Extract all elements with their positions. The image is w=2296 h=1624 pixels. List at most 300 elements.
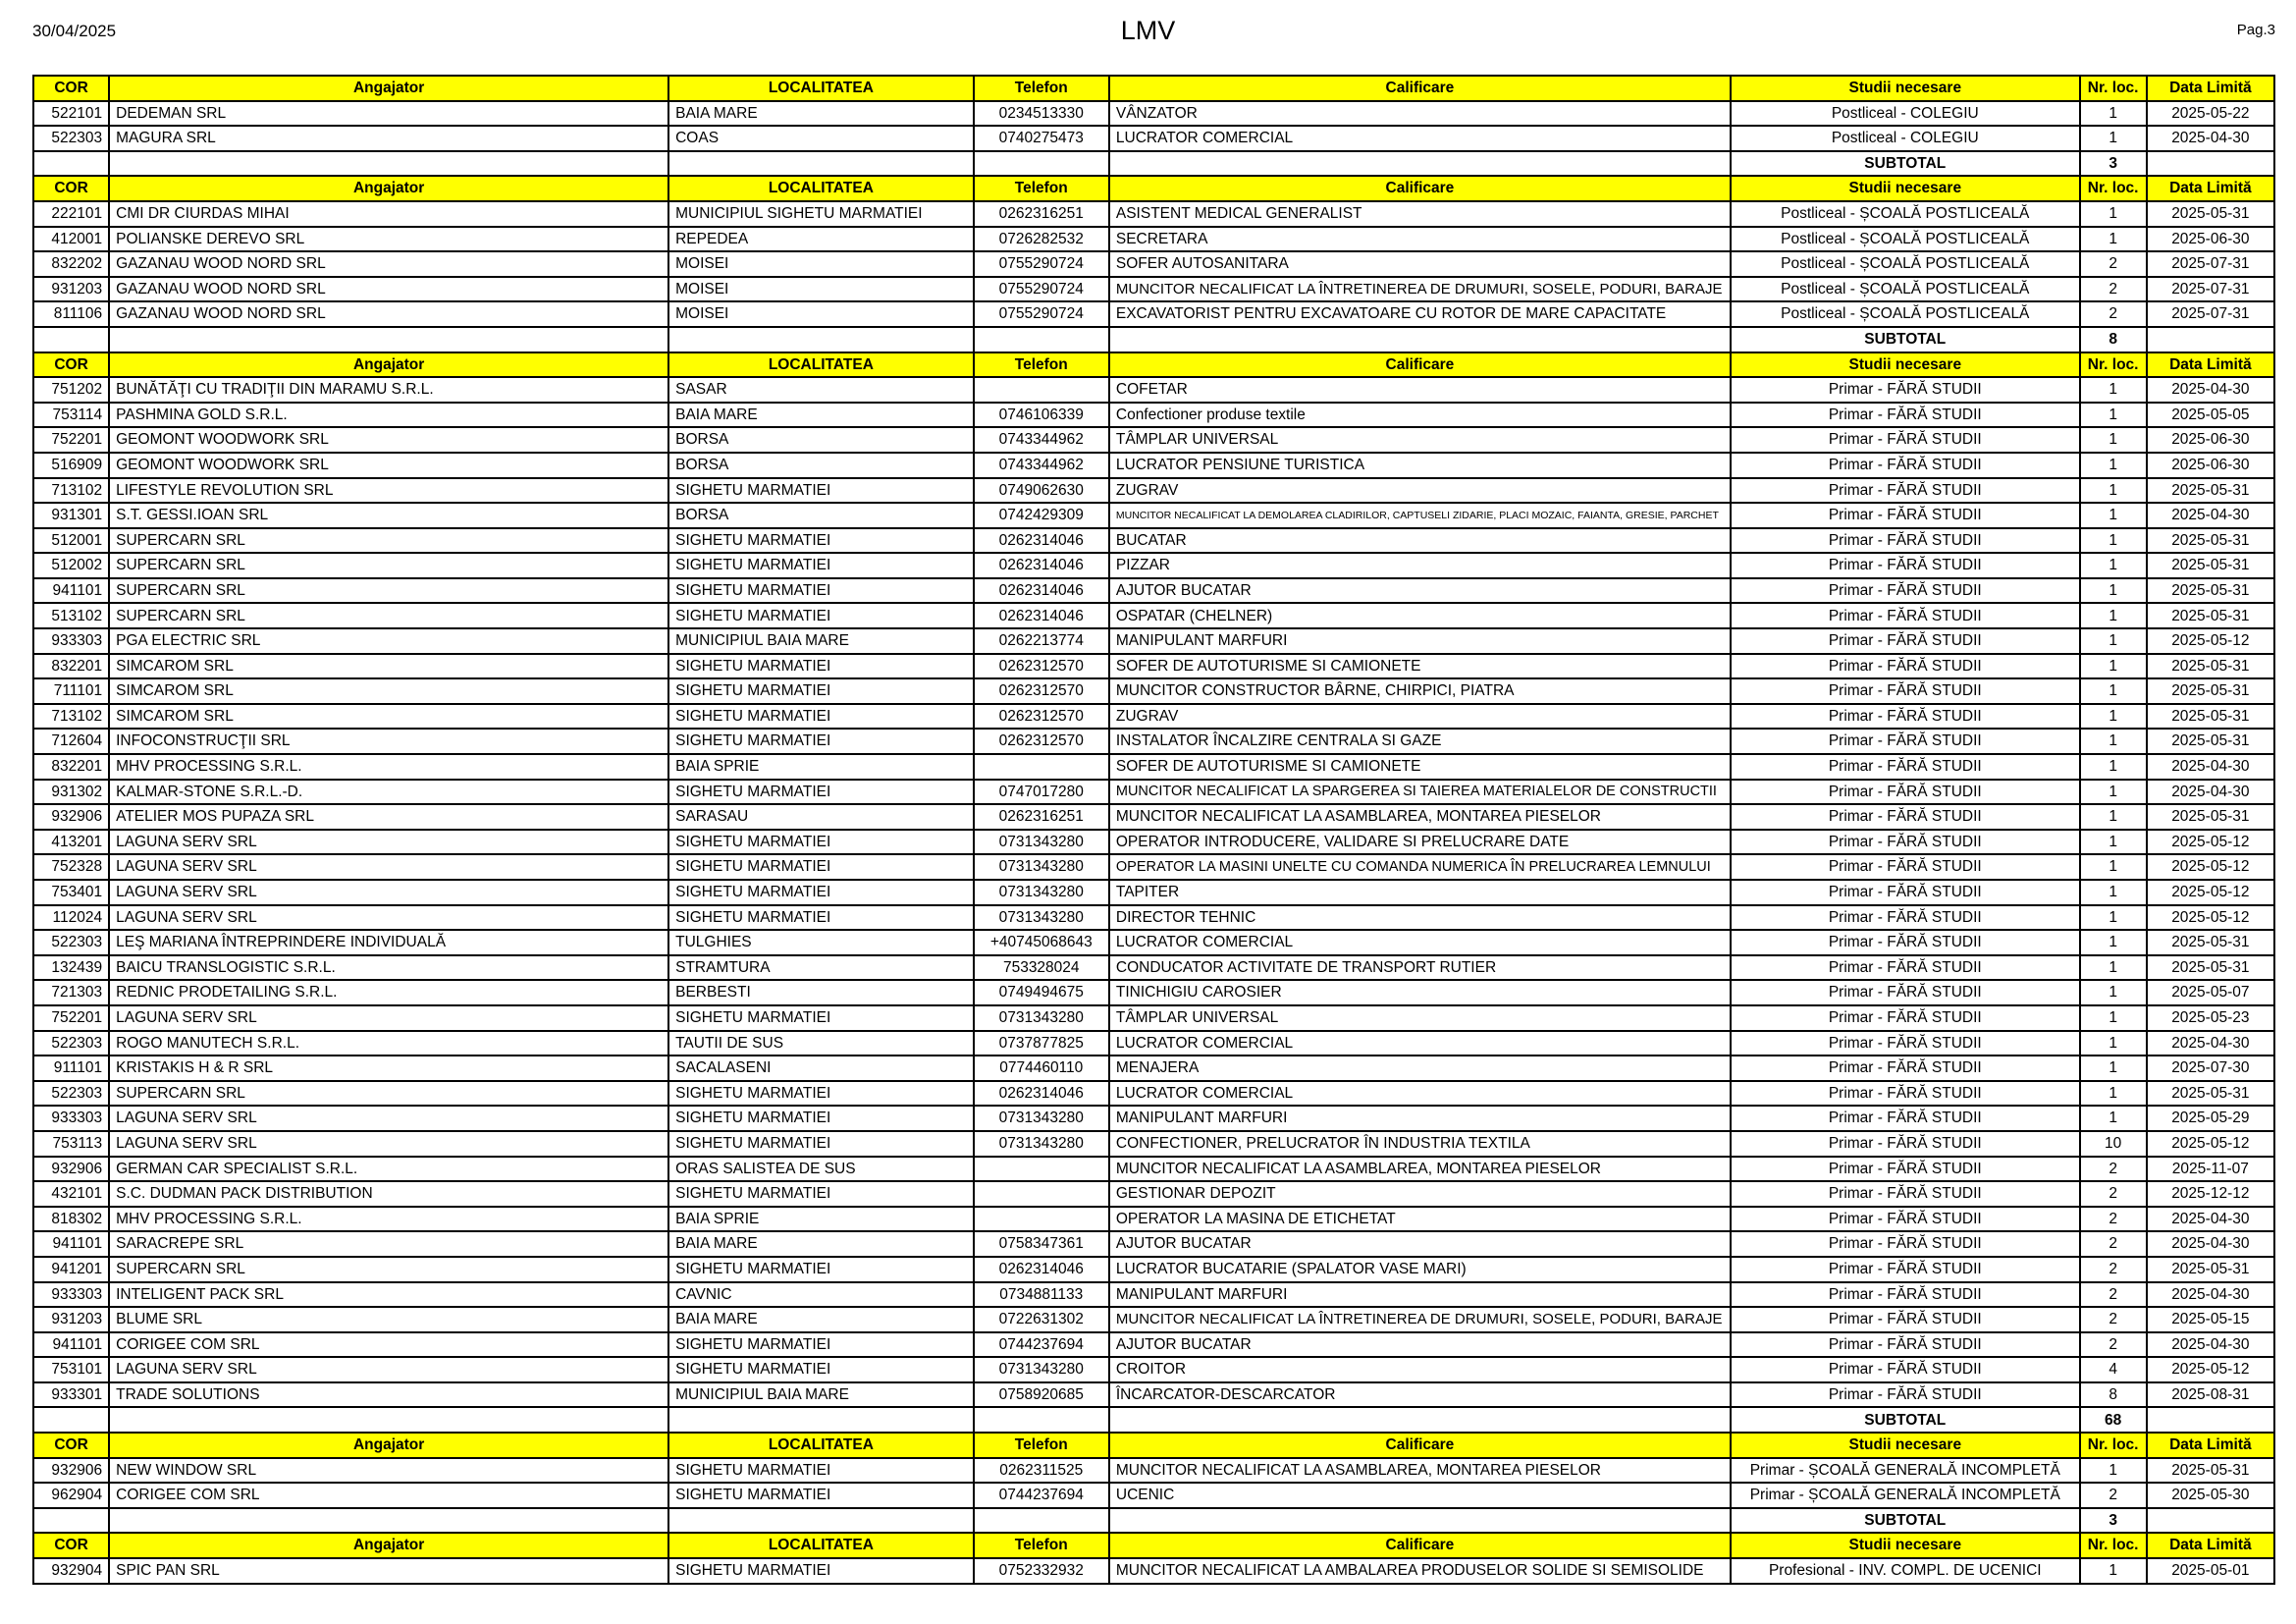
cell-data-limita: 2025-07-31 — [2147, 301, 2274, 327]
cell-telefon: 0731343280 — [974, 880, 1109, 905]
column-header-telefon: Telefon — [974, 76, 1109, 101]
table-row — [33, 251, 2274, 277]
cell-nr-loc: 1 — [2080, 880, 2147, 905]
cell-calificare: MUNCITOR NECALIFICAT LA ASAMBLAREA, MONTAREA PIESELOR — [1109, 804, 1731, 830]
cell-nr-loc: 1 — [2080, 1106, 2147, 1131]
cell-studii-necesare: Postliceal - ȘCOALĂ POSTLICEALĂ — [1731, 251, 2080, 277]
cell-calificare: TÂMPLAR UNIVERSAL — [1109, 427, 1731, 453]
cell-localitatea: MOISEI — [668, 277, 974, 302]
cell-nr-loc: 2 — [2080, 1332, 2147, 1358]
cell-nr-loc: 2 — [2080, 1157, 2147, 1182]
cell-nr-loc: 1 — [2080, 678, 2147, 704]
cell-telefon: 0731343280 — [974, 905, 1109, 931]
cell-calificare: SOFER DE AUTOTURISME SI CAMIONETE — [1109, 654, 1731, 679]
cell-studii-necesare: Primar - FĂRĂ STUDII — [1731, 1005, 2080, 1031]
cell-telefon: 0743344962 — [974, 453, 1109, 478]
cell-localitatea: BAIA MARE — [668, 101, 974, 127]
cell-studii-necesare: Primar - FĂRĂ STUDII — [1731, 1282, 2080, 1308]
cell-calificare: GESTIONAR DEPOZIT — [1109, 1181, 1731, 1207]
cell-studii-necesare: Profesional - INV. COMPL. DE UCENICI — [1731, 1558, 2080, 1584]
cell-angajator: GEOMONT WOODWORK SRL — [109, 427, 668, 453]
cell-telefon: 0744237694 — [974, 1483, 1109, 1508]
cell-telefon: 0722631302 — [974, 1307, 1109, 1332]
cell-calificare: MUNCITOR NECALIFICAT LA ÎNTRETINEREA DE DRUMURI, SOSELE, PODURI, BARAJE — [1109, 277, 1731, 302]
cell-telefon: 0774460110 — [974, 1056, 1109, 1081]
cell-data-limita: 2025-05-31 — [2147, 578, 2274, 604]
subtotal-label: SUBTOTAL — [1731, 1407, 2080, 1433]
cell-telefon: 0262314046 — [974, 528, 1109, 554]
table-row — [33, 1307, 2274, 1332]
table-row — [33, 453, 2274, 478]
cell-telefon: 0749062630 — [974, 478, 1109, 504]
cell-cor-empty — [33, 151, 109, 177]
cell-data-limita-empty — [2147, 151, 2274, 177]
column-header-studii-necesare: Studii necesare — [1731, 76, 2080, 101]
cell-localitatea: SIGHETU MARMATIEI — [668, 1558, 974, 1584]
cell-cor: 941101 — [33, 1332, 109, 1358]
cell-angajator: SIMCAROM SRL — [109, 654, 668, 679]
cell-localitatea: SIGHETU MARMATIEI — [668, 880, 974, 905]
cell-localitatea: SIGHETU MARMATIEI — [668, 1257, 974, 1282]
cell-data-limita-empty — [2147, 327, 2274, 352]
cell-studii-necesare: Postliceal - ȘCOALĂ POSTLICEALĂ — [1731, 301, 2080, 327]
table-row — [33, 1131, 2274, 1157]
cell-cor: 811106 — [33, 301, 109, 327]
column-header-nr-loc: Nr. loc. — [2080, 176, 2147, 201]
table-row — [33, 754, 2274, 780]
cell-data-limita: 2025-05-12 — [2147, 628, 2274, 654]
cell-studii-necesare: Primar - FĂRĂ STUDII — [1731, 453, 2080, 478]
table-row — [33, 578, 2274, 604]
cell-cor: 931203 — [33, 277, 109, 302]
cell-localitatea: SIGHETU MARMATIEI — [668, 528, 974, 554]
cell-calificare: DIRECTOR TEHNIC — [1109, 905, 1731, 931]
column-header-data-limita: Data Limită — [2147, 352, 2274, 378]
cell-cor: 933301 — [33, 1382, 109, 1408]
cell-nr-loc: 1 — [2080, 905, 2147, 931]
table-row — [33, 628, 2274, 654]
cell-calificare: INSTALATOR ÎNCALZIRE CENTRALA SI GAZE — [1109, 729, 1731, 754]
cell-localitatea: TAUTII DE SUS — [668, 1031, 974, 1056]
cell-localitatea: SIGHETU MARMATIEI — [668, 1332, 974, 1358]
cell-localitatea: MUNICIPIUL BAIA MARE — [668, 1382, 974, 1408]
cell-angajator: SUPERCARN SRL — [109, 553, 668, 578]
cell-localitatea: BORSA — [668, 453, 974, 478]
table-row — [33, 101, 2274, 127]
cell-calificare: LUCRATOR COMERCIAL — [1109, 930, 1731, 955]
table-row — [33, 1282, 2274, 1308]
cell-telefon: 0758347361 — [974, 1231, 1109, 1257]
cell-calificare: OSPATAR (CHELNER) — [1109, 603, 1731, 628]
page-number: Pag.3 — [2236, 22, 2275, 38]
cell-data-limita: 2025-05-23 — [2147, 1005, 2274, 1031]
cell-nr-loc: 2 — [2080, 1257, 2147, 1282]
cell-cor: 713102 — [33, 704, 109, 730]
cell-angajator: MAGURA SRL — [109, 126, 668, 151]
cell-localitatea: SIGHETU MARMATIEI — [668, 729, 974, 754]
table-row — [33, 403, 2274, 428]
subtotal-label: SUBTOTAL — [1731, 327, 2080, 352]
table-row — [33, 854, 2274, 880]
cell-studii-necesare: Primar - FĂRĂ STUDII — [1731, 804, 2080, 830]
cell-angajator: SUPERCARN SRL — [109, 1257, 668, 1282]
cell-localitatea: SIGHETU MARMATIEI — [668, 578, 974, 604]
table-row — [33, 780, 2274, 805]
cell-angajator: SUPERCARN SRL — [109, 603, 668, 628]
cell-data-limita: 2025-05-30 — [2147, 1483, 2274, 1508]
cell-angajator: LAGUNA SERV SRL — [109, 1005, 668, 1031]
cell-data-limita: 2025-11-07 — [2147, 1157, 2274, 1182]
cell-telefon: 0262312570 — [974, 678, 1109, 704]
table-row — [33, 1181, 2274, 1207]
cell-data-limita: 2025-04-30 — [2147, 1282, 2274, 1308]
cell-cor: 752328 — [33, 854, 109, 880]
cell-nr-loc: 1 — [2080, 930, 2147, 955]
cell-studii-necesare: Primar - FĂRĂ STUDII — [1731, 1157, 2080, 1182]
cell-nr-loc: 2 — [2080, 1181, 2147, 1207]
cell-cor: 522303 — [33, 930, 109, 955]
cell-localitatea: ORAS SALISTEA DE SUS — [668, 1157, 974, 1182]
cell-nr-loc: 10 — [2080, 1131, 2147, 1157]
column-header-nr-loc: Nr. loc. — [2080, 76, 2147, 101]
cell-localitatea: SIGHETU MARMATIEI — [668, 603, 974, 628]
cell-localitatea: SIGHETU MARMATIEI — [668, 704, 974, 730]
column-header-cor: COR — [33, 352, 109, 378]
cell-angajator: CORIGEE COM SRL — [109, 1483, 668, 1508]
cell-data-limita-empty — [2147, 1508, 2274, 1534]
cell-data-limita: 2025-05-29 — [2147, 1106, 2274, 1131]
table-row — [33, 880, 2274, 905]
table-row — [33, 1031, 2274, 1056]
cell-angajator: SIMCAROM SRL — [109, 704, 668, 730]
table-row — [33, 553, 2274, 578]
cell-localitatea: SIGHETU MARMATIEI — [668, 1005, 974, 1031]
cell-localitatea: BAIA MARE — [668, 1231, 974, 1257]
table-header-row — [33, 1533, 2274, 1558]
cell-studii-necesare: Primar - FĂRĂ STUDII — [1731, 603, 2080, 628]
cell-cor: 941201 — [33, 1257, 109, 1282]
cell-data-limita-empty — [2147, 1407, 2274, 1433]
cell-calificare-empty — [1109, 1407, 1731, 1433]
column-header-localitatea: LOCALITATEA — [668, 76, 974, 101]
cell-telefon-empty — [974, 1508, 1109, 1534]
table-row — [33, 377, 2274, 403]
column-header-localitatea: LOCALITATEA — [668, 1433, 974, 1458]
cell-data-limita: 2025-05-31 — [2147, 704, 2274, 730]
column-header-localitatea: LOCALITATEA — [668, 176, 974, 201]
cell-data-limita: 2025-05-15 — [2147, 1307, 2274, 1332]
cell-studii-necesare: Primar - FĂRĂ STUDII — [1731, 678, 2080, 704]
cell-localitatea: MOISEI — [668, 301, 974, 327]
cell-calificare: LUCRATOR COMERCIAL — [1109, 1031, 1731, 1056]
cell-cor: 931301 — [33, 503, 109, 528]
column-header-telefon: Telefon — [974, 1433, 1109, 1458]
cell-studii-necesare: Primar - ȘCOALĂ GENERALĂ INCOMPLETĂ — [1731, 1483, 2080, 1508]
column-header-calificare: Calificare — [1109, 76, 1731, 101]
cell-cor: 522101 — [33, 101, 109, 127]
cell-angajator: LAGUNA SERV SRL — [109, 854, 668, 880]
cell-telefon: 0731343280 — [974, 1106, 1109, 1131]
table-row — [33, 1483, 2274, 1508]
cell-nr-loc: 1 — [2080, 1031, 2147, 1056]
cell-angajator: LIFESTYLE REVOLUTION SRL — [109, 478, 668, 504]
cell-data-limita: 2025-05-31 — [2147, 603, 2274, 628]
cell-angajator: SPIC PAN SRL — [109, 1558, 668, 1584]
table-row — [33, 830, 2274, 855]
cell-studii-necesare: Primar - FĂRĂ STUDII — [1731, 578, 2080, 604]
cell-cor: 522303 — [33, 126, 109, 151]
cell-studii-necesare: Primar - FĂRĂ STUDII — [1731, 754, 2080, 780]
subtotal-row — [33, 151, 2274, 177]
cell-nr-loc: 2 — [2080, 1231, 2147, 1257]
cell-telefon — [974, 754, 1109, 780]
table-header-row — [33, 352, 2274, 378]
cell-studii-necesare: Primar - FĂRĂ STUDII — [1731, 503, 2080, 528]
cell-data-limita: 2025-05-31 — [2147, 528, 2274, 554]
cell-angajator: SUPERCARN SRL — [109, 528, 668, 554]
table-row — [33, 1458, 2274, 1484]
cell-localitatea: SIGHETU MARMATIEI — [668, 654, 974, 679]
cell-studii-necesare: Primar - FĂRĂ STUDII — [1731, 1382, 2080, 1408]
cell-studii-necesare: Primar - FĂRĂ STUDII — [1731, 854, 2080, 880]
cell-angajator: GEOMONT WOODWORK SRL — [109, 453, 668, 478]
column-header-angajator: Angajator — [109, 76, 668, 101]
cell-angajator: LAGUNA SERV SRL — [109, 1357, 668, 1382]
cell-cor: 132439 — [33, 955, 109, 981]
cell-cor: 932906 — [33, 1458, 109, 1484]
cell-localitatea: SIGHETU MARMATIEI — [668, 478, 974, 504]
cell-angajator: LAGUNA SERV SRL — [109, 905, 668, 931]
cell-data-limita: 2025-05-31 — [2147, 955, 2274, 981]
cell-nr-loc: 2 — [2080, 301, 2147, 327]
cell-angajator: DEDEMAN SRL — [109, 101, 668, 127]
cell-telefon: 0262314046 — [974, 603, 1109, 628]
cell-calificare: MUNCITOR NECALIFICAT LA ASAMBLAREA, MONTAREA PIESELOR — [1109, 1157, 1731, 1182]
cell-cor: 412001 — [33, 227, 109, 252]
cell-cor: 931302 — [33, 780, 109, 805]
column-header-calificare: Calificare — [1109, 1433, 1731, 1458]
cell-telefon-empty — [974, 1407, 1109, 1433]
page-title: LMV — [1120, 16, 1176, 45]
subtotal-row — [33, 327, 2274, 352]
cell-data-limita: 2025-05-31 — [2147, 654, 2274, 679]
cell-data-limita: 2025-05-12 — [2147, 880, 2274, 905]
cell-data-limita: 2025-05-31 — [2147, 478, 2274, 504]
cell-angajator: CORIGEE COM SRL — [109, 1332, 668, 1358]
cell-telefon: 0262312570 — [974, 704, 1109, 730]
cell-nr-loc: 4 — [2080, 1357, 2147, 1382]
cell-telefon: 0262312570 — [974, 654, 1109, 679]
cell-angajator: GAZANAU WOOD NORD SRL — [109, 277, 668, 302]
cell-data-limita: 2025-12-12 — [2147, 1181, 2274, 1207]
cell-localitatea-empty — [668, 327, 974, 352]
cell-calificare: TINICHIGIU CAROSIER — [1109, 980, 1731, 1005]
cell-localitatea: SARASAU — [668, 804, 974, 830]
cell-studii-necesare: Primar - FĂRĂ STUDII — [1731, 1307, 2080, 1332]
cell-localitatea: SIGHETU MARMATIEI — [668, 854, 974, 880]
column-header-angajator: Angajator — [109, 352, 668, 378]
subtotal-value: 3 — [2080, 1508, 2147, 1534]
cell-telefon: 0234513330 — [974, 101, 1109, 127]
cell-studii-necesare: Primar - FĂRĂ STUDII — [1731, 1031, 2080, 1056]
cell-calificare: UCENIC — [1109, 1483, 1731, 1508]
cell-cor: 941101 — [33, 1231, 109, 1257]
cell-calificare: SOFER DE AUTOTURISME SI CAMIONETE — [1109, 754, 1731, 780]
cell-telefon: 0744237694 — [974, 1332, 1109, 1358]
cell-cor: 932904 — [33, 1558, 109, 1584]
cell-angajator: S.C. DUDMAN PACK DISTRIBUTION — [109, 1181, 668, 1207]
cell-nr-loc: 1 — [2080, 1458, 2147, 1484]
cell-telefon: 0742429309 — [974, 503, 1109, 528]
cell-calificare: SOFER AUTOSANITARA — [1109, 251, 1731, 277]
cell-localitatea: SIGHETU MARMATIEI — [668, 1483, 974, 1508]
cell-calificare: MUNCITOR NECALIFICAT LA ASAMBLAREA, MONTAREA PIESELOR — [1109, 1458, 1731, 1484]
cell-calificare: CONDUCATOR ACTIVITATE DE TRANSPORT RUTIER — [1109, 955, 1731, 981]
subtotal-label: SUBTOTAL — [1731, 1508, 2080, 1534]
page-header — [0, 0, 2296, 59]
cell-calificare: MANIPULANT MARFURI — [1109, 628, 1731, 654]
column-header-nr-loc: Nr. loc. — [2080, 1433, 2147, 1458]
cell-localitatea: SIGHETU MARMATIEI — [668, 1458, 974, 1484]
cell-localitatea: BAIA MARE — [668, 1307, 974, 1332]
cell-calificare: LUCRATOR BUCATARIE (SPALATOR VASE MARI) — [1109, 1257, 1731, 1282]
cell-data-limita: 2025-05-31 — [2147, 201, 2274, 227]
cell-data-limita: 2025-04-30 — [2147, 126, 2274, 151]
cell-studii-necesare: Primar - FĂRĂ STUDII — [1731, 1257, 2080, 1282]
cell-localitatea: MUNICIPIUL BAIA MARE — [668, 628, 974, 654]
cell-telefon — [974, 1157, 1109, 1182]
cell-cor: 941101 — [33, 578, 109, 604]
cell-angajator: GAZANAU WOOD NORD SRL — [109, 301, 668, 327]
cell-studii-necesare: Primar - FĂRĂ STUDII — [1731, 427, 2080, 453]
cell-data-limita: 2025-07-31 — [2147, 277, 2274, 302]
cell-angajator-empty — [109, 1407, 668, 1433]
cell-localitatea: REPEDEA — [668, 227, 974, 252]
cell-localitatea: SIGHETU MARMATIEI — [668, 678, 974, 704]
cell-calificare: TÂMPLAR UNIVERSAL — [1109, 1005, 1731, 1031]
cell-cor: 832201 — [33, 754, 109, 780]
cell-localitatea: BAIA SPRIE — [668, 1207, 974, 1232]
cell-data-limita: 2025-05-31 — [2147, 678, 2274, 704]
cell-angajator: SUPERCARN SRL — [109, 578, 668, 604]
cell-calificare-empty — [1109, 1508, 1731, 1534]
cell-calificare: VÂNZATOR — [1109, 101, 1731, 127]
column-header-telefon: Telefon — [974, 352, 1109, 378]
cell-angajator: BAICU TRANSLOGISTIC S.R.L. — [109, 955, 668, 981]
table-row — [33, 603, 2274, 628]
cell-studii-necesare: Primar - FĂRĂ STUDII — [1731, 1332, 2080, 1358]
cell-data-limita: 2025-05-31 — [2147, 930, 2274, 955]
cell-angajator: POLIANSKE DEREVO SRL — [109, 227, 668, 252]
cell-calificare: AJUTOR BUCATAR — [1109, 578, 1731, 604]
cell-cor: 713102 — [33, 478, 109, 504]
cell-studii-necesare: Primar - FĂRĂ STUDII — [1731, 780, 2080, 805]
cell-nr-loc: 8 — [2080, 1382, 2147, 1408]
cell-telefon: 0752332932 — [974, 1558, 1109, 1584]
cell-cor: 752201 — [33, 427, 109, 453]
cell-telefon: 0746106339 — [974, 403, 1109, 428]
cell-data-limita: 2025-04-30 — [2147, 377, 2274, 403]
column-header-cor: COR — [33, 176, 109, 201]
cell-cor: 516909 — [33, 453, 109, 478]
cell-calificare: Confectioner produse textile — [1109, 403, 1731, 428]
cell-localitatea: BAIA SPRIE — [668, 754, 974, 780]
cell-cor: 753113 — [33, 1131, 109, 1157]
column-header-telefon: Telefon — [974, 176, 1109, 201]
cell-cor: 933303 — [33, 628, 109, 654]
subtotal-value: 3 — [2080, 151, 2147, 177]
cell-nr-loc: 2 — [2080, 1483, 2147, 1508]
cell-cor: 932906 — [33, 1157, 109, 1182]
cell-telefon — [974, 1181, 1109, 1207]
cell-telefon: +40745068643 — [974, 930, 1109, 955]
cell-studii-necesare: Primar - FĂRĂ STUDII — [1731, 930, 2080, 955]
cell-nr-loc: 1 — [2080, 1056, 2147, 1081]
cell-telefon: 0755290724 — [974, 277, 1109, 302]
cell-angajator: NEW WINDOW SRL — [109, 1458, 668, 1484]
cell-studii-necesare: Primar - FĂRĂ STUDII — [1731, 628, 2080, 654]
cell-data-limita: 2025-05-31 — [2147, 729, 2274, 754]
cell-nr-loc: 1 — [2080, 654, 2147, 679]
cell-nr-loc: 1 — [2080, 603, 2147, 628]
cell-nr-loc: 1 — [2080, 201, 2147, 227]
column-header-calificare: Calificare — [1109, 176, 1731, 201]
cell-localitatea: TULGHIES — [668, 930, 974, 955]
cell-studii-necesare: Primar - FĂRĂ STUDII — [1731, 654, 2080, 679]
vacancies-table — [32, 75, 2275, 1585]
column-header-studii-necesare: Studii necesare — [1731, 1533, 2080, 1558]
cell-localitatea: SIGHETU MARMATIEI — [668, 1357, 974, 1382]
subtotal-row — [33, 1508, 2274, 1534]
cell-cor: 522303 — [33, 1081, 109, 1107]
cell-cor: 512002 — [33, 553, 109, 578]
cell-nr-loc: 1 — [2080, 403, 2147, 428]
cell-calificare: MANIPULANT MARFURI — [1109, 1282, 1731, 1308]
cell-telefon: 0731343280 — [974, 830, 1109, 855]
cell-calificare: ZUGRAV — [1109, 478, 1731, 504]
cell-cor: 832201 — [33, 654, 109, 679]
cell-cor: 751202 — [33, 377, 109, 403]
table-row — [33, 704, 2274, 730]
cell-cor: 432101 — [33, 1181, 109, 1207]
cell-calificare: TAPITER — [1109, 880, 1731, 905]
cell-data-limita: 2025-07-31 — [2147, 251, 2274, 277]
cell-angajator: MHV PROCESSING S.R.L. — [109, 1207, 668, 1232]
cell-data-limita: 2025-05-31 — [2147, 1257, 2274, 1282]
cell-data-limita: 2025-05-12 — [2147, 830, 2274, 855]
column-header-telefon: Telefon — [974, 1533, 1109, 1558]
column-header-nr-loc: Nr. loc. — [2080, 1533, 2147, 1558]
cell-data-limita: 2025-05-31 — [2147, 1458, 2274, 1484]
cell-angajator: INTELIGENT PACK SRL — [109, 1282, 668, 1308]
cell-nr-loc: 1 — [2080, 628, 2147, 654]
table-row — [33, 1231, 2274, 1257]
cell-studii-necesare: Primar - FĂRĂ STUDII — [1731, 704, 2080, 730]
cell-data-limita: 2025-04-30 — [2147, 503, 2274, 528]
cell-nr-loc: 1 — [2080, 126, 2147, 151]
cell-calificare-empty — [1109, 327, 1731, 352]
cell-studii-necesare: Primar - FĂRĂ STUDII — [1731, 1181, 2080, 1207]
cell-angajator: PGA ELECTRIC SRL — [109, 628, 668, 654]
cell-data-limita: 2025-07-30 — [2147, 1056, 2274, 1081]
cell-angajator: LEŞ MARIANA ÎNTREPRINDERE INDIVIDUALĂ — [109, 930, 668, 955]
cell-angajator: LAGUNA SERV SRL — [109, 830, 668, 855]
table-row — [33, 227, 2274, 252]
table-row — [33, 478, 2274, 504]
cell-calificare: CROITOR — [1109, 1357, 1731, 1382]
cell-localitatea: BORSA — [668, 503, 974, 528]
cell-telefon: 0262316251 — [974, 201, 1109, 227]
